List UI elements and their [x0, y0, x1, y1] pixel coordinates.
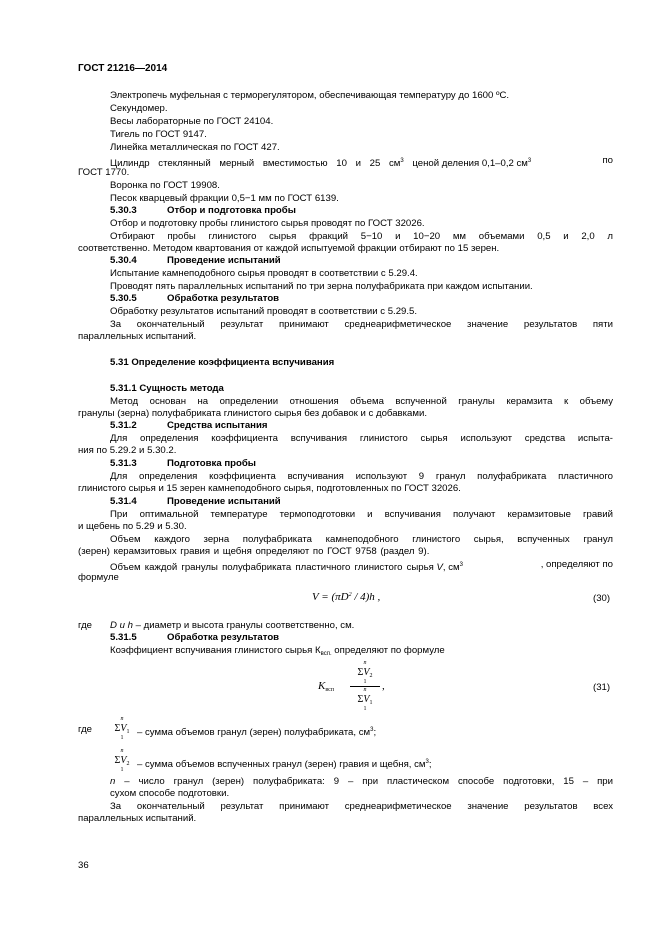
- formula-31-lhs: [318, 680, 334, 693]
- page-header: ГОСТ 21216—2014: [78, 63, 168, 74]
- sum-lower: 1: [363, 679, 367, 685]
- sum-symbol: n $\Sigma V_1$ 1: [110, 716, 134, 742]
- text-fragment: – сумма объемов вспученных гранул (зерен) гравия и щебня, см: [137, 759, 426, 770]
- section-number: 5.31.4: [110, 496, 137, 507]
- text-line: сухом способе подготовки.: [110, 788, 230, 799]
- formula-31-fraction: [350, 660, 380, 713]
- text-line: Метод основан на определении отношения объема вспученной гранулы керамзита к объему: [110, 396, 613, 407]
- subscript: всп.: [320, 651, 332, 657]
- text-line: При оптимальной температуре термоподготовки и вспучивания получают керамзитовые гравий: [110, 509, 613, 520]
- section-title: Подготовка пробы: [167, 458, 256, 469]
- text-fragment: – диаметр и высота гранулы соответственно, см.: [132, 620, 355, 631]
- equation-number: (30): [593, 593, 611, 604]
- text-line: и щебень по 5.29 и 5.30.: [78, 521, 187, 532]
- variable: V: [363, 667, 370, 678]
- variable: V: [436, 562, 443, 573]
- text-line: параллельных испытаний.: [78, 813, 197, 824]
- text-line: Объем каждой гранулы полуфабриката пластичного глинистого сырья V, $см^3$ , определяют по: [110, 559, 613, 573]
- section-heading: [110, 255, 281, 267]
- text-fragment: , см: [442, 562, 460, 573]
- section-number: 5.31.2: [110, 420, 137, 431]
- text-fragment: Цилиндр стеклянный мерный вместимостью 10 и 25 см: [110, 158, 401, 169]
- text-line: Песок кварцевый фракции 0,5−1 мм по ГОСТ 6139.: [110, 193, 339, 204]
- sum-upper: n: [120, 716, 124, 722]
- sum-lower: 1: [120, 735, 124, 741]
- text-line: [110, 645, 445, 660]
- sum-symbol: n $\Sigma V_2$ 1: [110, 748, 134, 774]
- sum-lower: 1: [363, 706, 367, 712]
- text-line: Отбор и подготовку пробы глинистого сырья проводят по ГОСТ 32026.: [110, 218, 425, 229]
- section-title: Средства испытания: [167, 420, 268, 431]
- section-heading: [110, 205, 296, 217]
- sum-upper: n: [120, 748, 124, 754]
- subscript: всп: [325, 687, 335, 693]
- section-title: Отбор и подготовка пробы: [167, 205, 296, 216]
- text-fragment: Объем каждой гранулы полуфабриката пластичного глинистого сырья: [110, 562, 434, 573]
- section-heading: [110, 496, 281, 508]
- sum-upper: n: [363, 687, 367, 693]
- text-line: глинистого сырья и 15 зерен камнеподобного сырья, подготовленных по ГОСТ 32026.: [78, 483, 461, 494]
- text-fragment: , определяют по: [540, 559, 613, 570]
- text-line: Секундомер.: [110, 103, 168, 114]
- section-heading: 5.31.1 Сущность метода: [110, 383, 224, 394]
- formula-symbol: K: [318, 680, 326, 692]
- text-fragment: – число гранул (зерен) полуфабриката: 9 – при пластическом способе подготовки, 15 – при: [115, 776, 613, 787]
- text-line: Для определения коэффициента вспучивания глинистого сырья используют средства испыта-: [110, 433, 613, 444]
- section-heading: [110, 632, 279, 644]
- text-line: Весы лабораторные по ГОСТ 24104.: [110, 116, 274, 127]
- page-number: 36: [78, 860, 89, 871]
- text-line: За окончательный результат принимают среднеарифметическое значение результатов пяти: [110, 319, 613, 330]
- section-heading: [110, 420, 267, 432]
- sum-lower: 1: [120, 767, 124, 773]
- section-title: Проведение испытаний: [167, 496, 281, 507]
- text-line: – сумма объемов вспученных гранул (зерен) гравия и щебня, $см^3$;: [137, 759, 432, 770]
- text-line: Тигель по ГОСТ 9147.: [110, 129, 207, 140]
- equation-number: (31): [593, 682, 611, 693]
- variable: V: [120, 723, 127, 734]
- text-fragment: по: [602, 155, 613, 166]
- subscript: 2: [369, 673, 373, 679]
- text-line: Электропечь муфельная с терморегулятором, обеспечивающая температуру до 1600 ºС.: [110, 90, 510, 101]
- text-line: формуле: [78, 572, 119, 583]
- text-line: гранулы (зерна) полуфабриката глинистого сырья без добавок и с добавками.: [78, 408, 428, 419]
- section-title: Обработка результатов: [167, 632, 280, 643]
- text-line: [110, 776, 613, 788]
- section-heading: [110, 458, 256, 470]
- section-number: 5.30.4: [110, 255, 137, 266]
- text-line: [110, 620, 354, 632]
- section-number: 5.30.3: [110, 205, 137, 216]
- formula-comma: ,: [382, 680, 385, 692]
- text-fragment: – сумма объемов гранул (зерен) полуфабриката, см: [137, 727, 371, 738]
- text-line: Для определения коэффициента вспучивания используют 9 гранул полуфабриката пластичного: [110, 471, 613, 482]
- variable: V: [363, 694, 370, 705]
- numerator: $\Sigma V_2$: [357, 667, 373, 679]
- text-line: Объем каждого зерна полуфабриката камнеподобного глинистого сырья, вспученных гранул: [110, 534, 613, 545]
- text-line: Проводят пять параллельных испытаний по три зерна полуфабриката при каждом испытании.: [110, 281, 533, 292]
- section-number: 5.31.3: [110, 458, 137, 469]
- text-line: соответственно. Методом квартования от каждой испытуемой фракции отбирают по 15 зерен.: [78, 243, 500, 254]
- formula-30: [312, 591, 380, 603]
- text-line: Обработку результатов испытаний проводят в соответствии с 5.29.5.: [110, 306, 418, 317]
- text-fragment: определяют по формуле: [331, 645, 445, 656]
- sum-upper: n: [363, 660, 367, 666]
- formula-rhs: = $(\pi D^2 / 4)h$ ,: [321, 591, 381, 603]
- text-line: За окончательный результат принимают среднеарифметическое значение результатов всех: [110, 801, 613, 812]
- subscript: 2: [126, 761, 130, 767]
- section-number: 5.30.5: [110, 293, 137, 304]
- text-line: – сумма объемов гранул (зерен) полуфабриката, $см^3$;: [137, 727, 377, 738]
- text-line: Испытание камнеподобного сырья проводят в соответствии с 5.29.4.: [110, 268, 418, 279]
- section-title: Проведение испытаний: [167, 255, 281, 266]
- text-line: параллельных испытаний.: [78, 331, 197, 342]
- text-line: ния по 5.29.2 и 5.30.2.: [78, 445, 177, 456]
- text-fragment: Коэффициент вспучивания глинистого сырья К: [110, 645, 321, 656]
- variables: D и h: [110, 620, 133, 631]
- text-line: ГОСТ 1770.: [78, 167, 130, 178]
- section-number: 5.31.5: [110, 632, 137, 643]
- text-fragment: ценой деления 0,1–0,2 см: [412, 158, 528, 169]
- section-heading: [110, 293, 279, 305]
- denominator: $\Sigma V_1$: [357, 694, 373, 706]
- formula-part: / 4)h ,: [351, 591, 381, 603]
- text-line: Цилиндр стеклянный мерный вместимостью 10 и 25 $см^3$ ценой деления 0,1–0,2 $см^3$ по: [110, 155, 613, 169]
- variable: n: [110, 776, 116, 787]
- section-heading: 5.31 Определение коэффициента вспучивания: [110, 357, 335, 368]
- subscript: 1: [126, 729, 130, 735]
- where-label: где: [78, 724, 93, 735]
- formula-part: = (πD: [321, 591, 349, 603]
- text-line: Линейка металлическая по ГОСТ 427.: [110, 142, 280, 153]
- text-line: Отбирают пробы глинистого сырья фракций 5−10 и 10−20 мм объемами 0,5 и 2,0 л: [110, 231, 613, 242]
- subscript: 1: [369, 700, 373, 706]
- text-line: (зерен) керамзитовых гравия и щебня определяют по ГОСТ 9758 (раздел 9).: [78, 546, 430, 557]
- section-title: Обработка результатов: [167, 293, 280, 304]
- formula-lhs: V: [312, 591, 319, 603]
- text-line: Воронка по ГОСТ 19908.: [110, 180, 220, 191]
- variable: V: [120, 755, 127, 766]
- where-label: где: [78, 620, 93, 631]
